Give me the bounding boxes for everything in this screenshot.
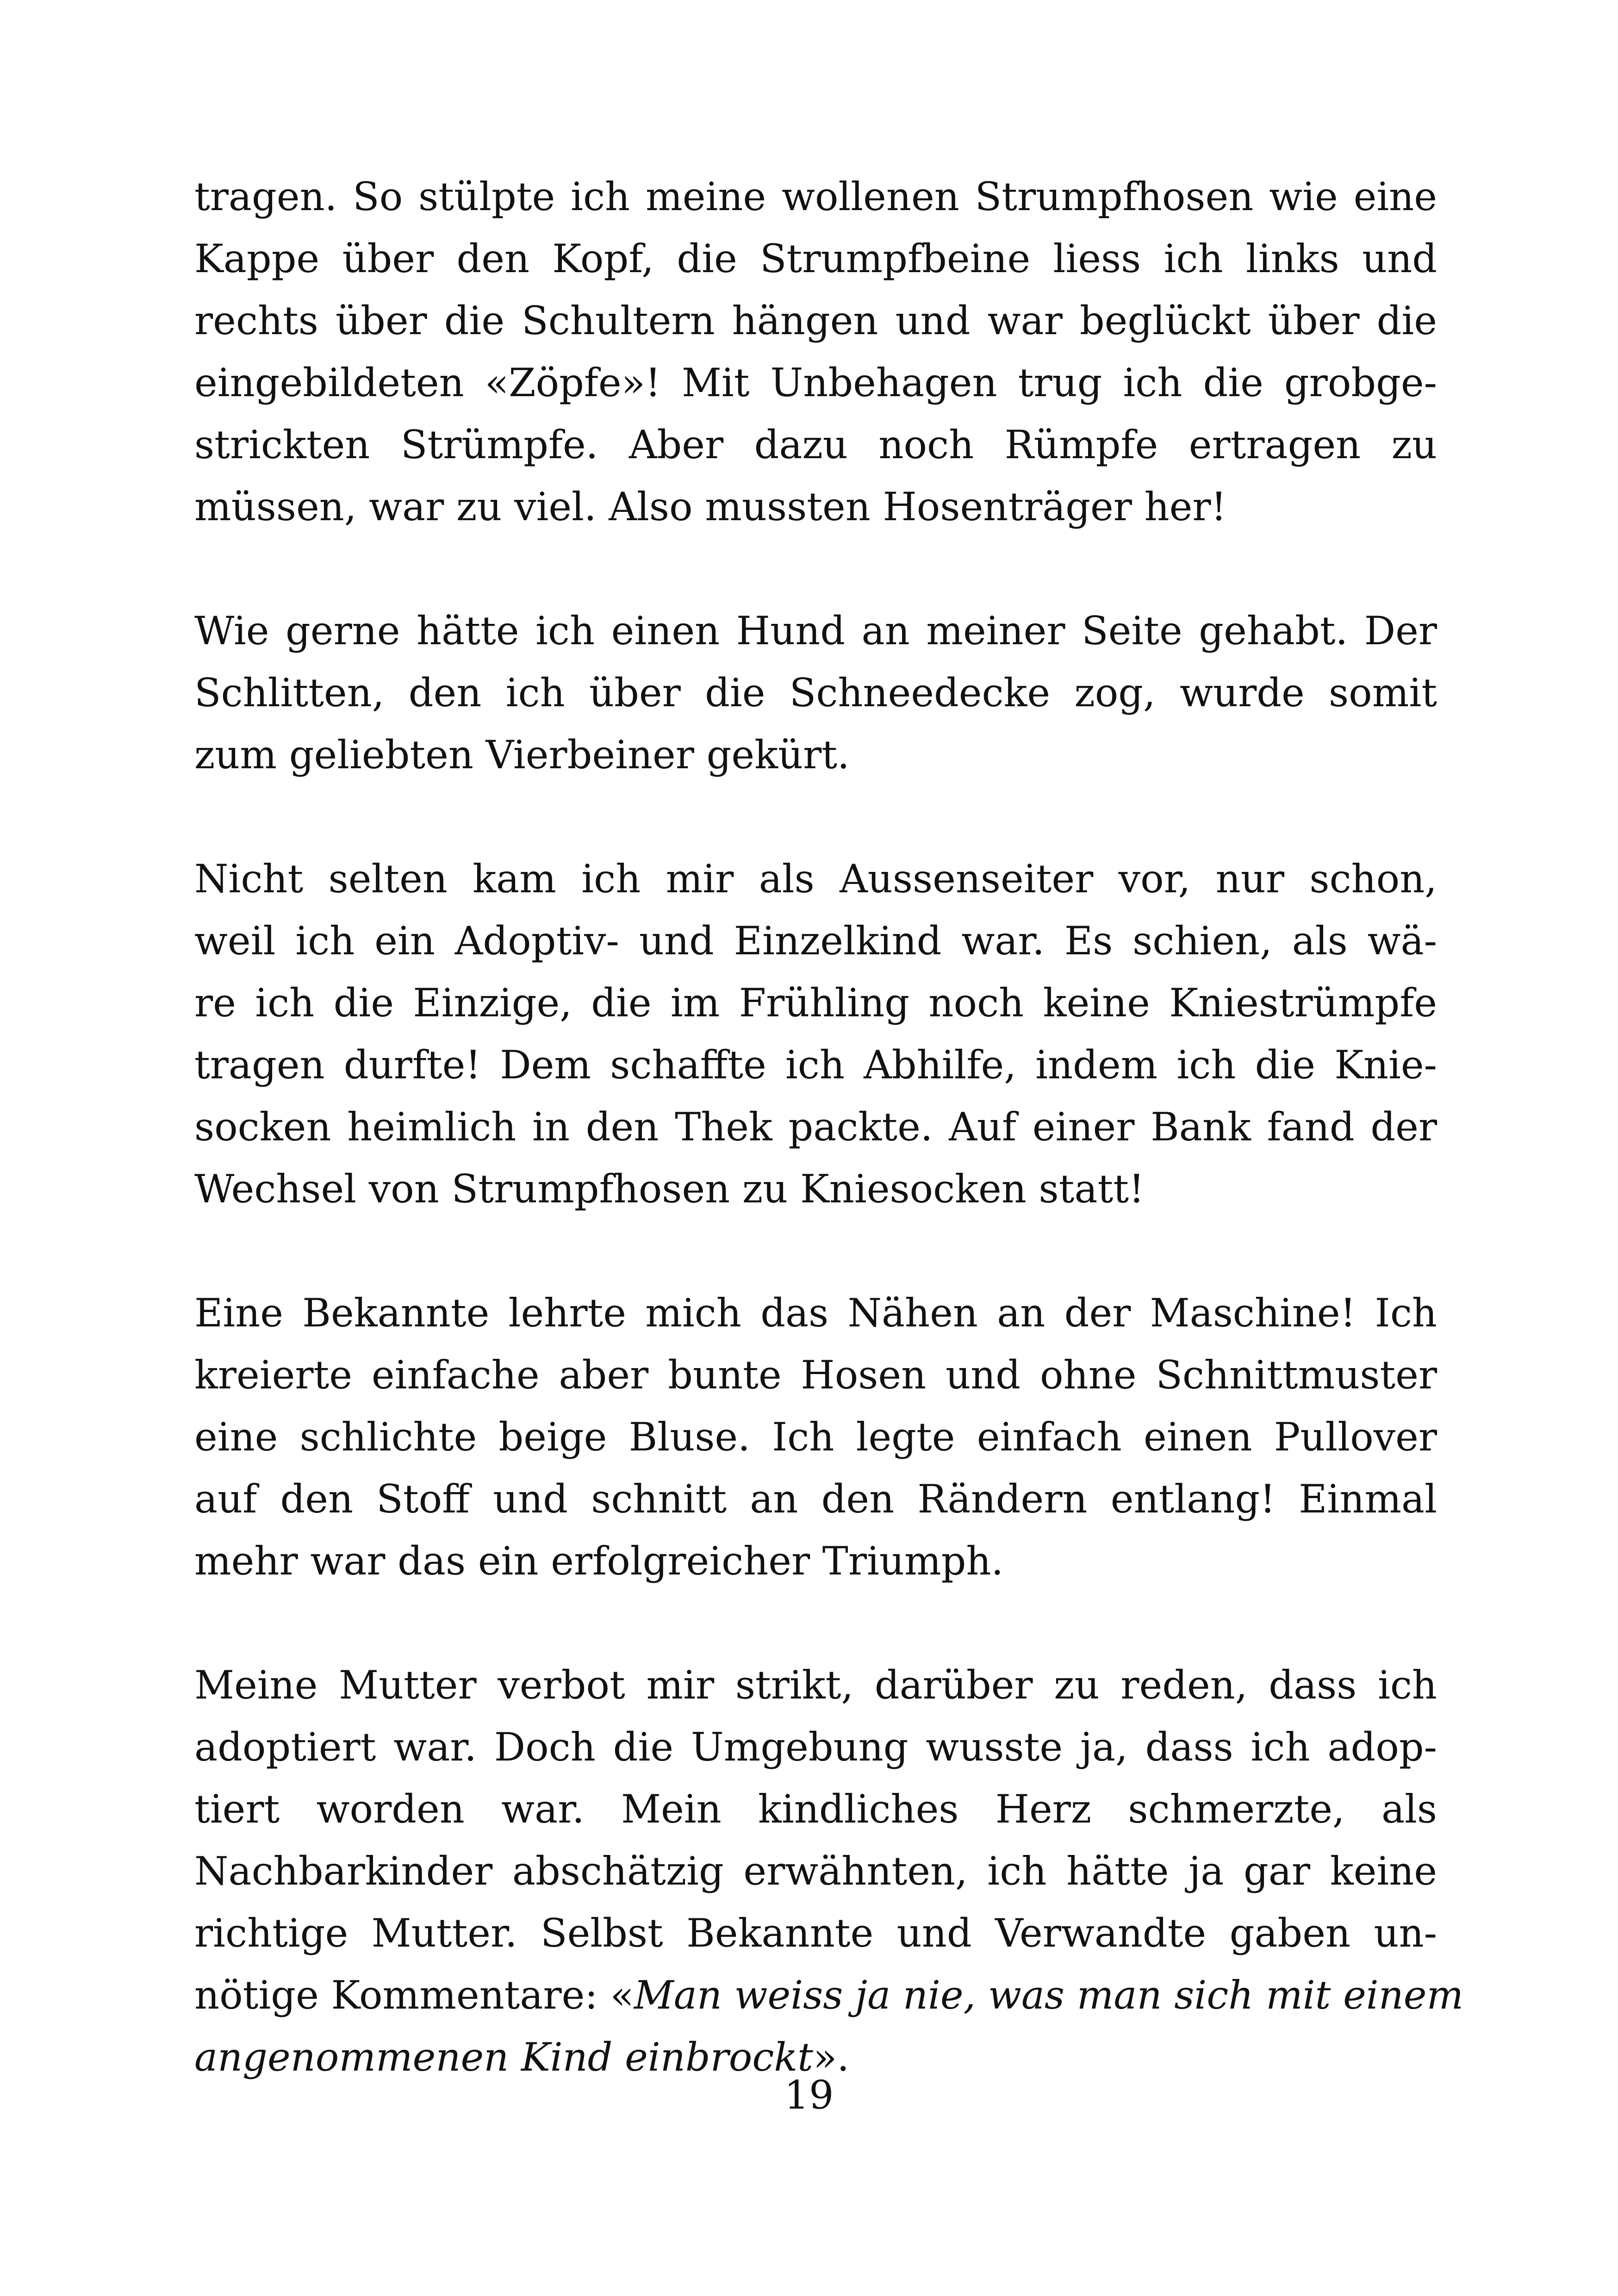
text-line: tragen. So stülpte ich meine wollenen Strumpfhosen wie eine bbox=[194, 174, 1437, 219]
text-line: richtige Mutter. Selbst Bekannte und Verwandte gaben un- bbox=[194, 1910, 1437, 1956]
text-line: eine schlichte beige Bluse. Ich legte einfach einen Pullover bbox=[194, 1414, 1437, 1460]
text-line: Eine Bekannte lehrte mich das Nähen an der Maschine! Ich bbox=[194, 1290, 1437, 1336]
book-page-body bbox=[194, 166, 1464, 2150]
text-line: weil ich ein Adoptiv- und Einzelkind war. Es schien, als wä- bbox=[194, 918, 1437, 964]
text-line: müssen, war zu viel. Also mussten Hosenträger her! bbox=[194, 484, 1227, 529]
text-line: tragen durfte! Dem schaffte ich Abhilfe, indem ich die Knie- bbox=[194, 1042, 1437, 1088]
page-number: 19 bbox=[784, 2072, 834, 2118]
quote-prefix: nötige Kommentare: « bbox=[194, 1972, 634, 2018]
text-line: Wie gerne hätte ich einen Hund an meiner Seite gehabt. Der bbox=[194, 608, 1437, 653]
text-line: tiert worden war. Mein kindliches Herz schmerzte, als bbox=[194, 1786, 1437, 1832]
quote-italic: angenommenen Kind einbrockt bbox=[194, 2035, 814, 2080]
paragraph-2 bbox=[194, 600, 1437, 786]
text-line: adoptiert war. Doch die Umgebung wusste ja, dass ich adop- bbox=[194, 1724, 1437, 1770]
text-line: kreierte einfache aber bunte Hosen und ohne Schnittmuster bbox=[194, 1352, 1437, 1398]
text-line: rechts über die Schultern hängen und war beglückt über die bbox=[194, 298, 1437, 343]
text-line: Nachbarkinder abschätzig erwähnten, ich hätte ja gar keine bbox=[194, 1848, 1437, 1894]
text-line: Meine Mutter verbot mir strikt, darüber zu reden, dass ich bbox=[194, 1662, 1437, 1708]
text-line: strickten Strümpfe. Aber dazu noch Rümpfe ertragen zu bbox=[194, 422, 1437, 467]
text-line: Nicht selten kam ich mir als Aussenseiter vor, nur schon, bbox=[194, 856, 1437, 902]
paragraph-1 bbox=[194, 166, 1437, 538]
quote-italic: Man weiss ja nie, was man sich mit einem bbox=[634, 1972, 1464, 2018]
quote-line bbox=[194, 1964, 1464, 2026]
text-line: Wechsel von Strumpfhosen zu Kniesocken statt! bbox=[194, 1166, 1145, 1212]
quote-suffix: ». bbox=[813, 2035, 850, 2080]
text-line: mehr war das ein erfolgreicher Triumph. bbox=[194, 1538, 1004, 1584]
paragraph-3 bbox=[194, 848, 1437, 1220]
text-line: Schlitten, den ich über die Schneedecke zog, wurde somit bbox=[194, 670, 1437, 716]
text-line: re ich die Einzige, die im Frühling noch keine Kniestrümpfe bbox=[194, 980, 1437, 1026]
text-line: auf den Stoff und schnitt an den Rändern entlang! Einmal bbox=[194, 1476, 1437, 1522]
paragraph-5 bbox=[194, 1654, 1464, 2088]
text-line: Kappe über den Kopf, die Strumpfbeine liess ich links und bbox=[194, 236, 1437, 281]
paragraph-4 bbox=[194, 1282, 1437, 1592]
text-line: eingebildeten «Zöpfe»! Mit Unbehagen trug ich die grobge- bbox=[194, 360, 1437, 405]
text-line: socken heimlich in den Thek packte. Auf einer Bank fand der bbox=[194, 1104, 1437, 1150]
text-line: zum geliebten Vierbeiner gekürt. bbox=[194, 732, 850, 778]
